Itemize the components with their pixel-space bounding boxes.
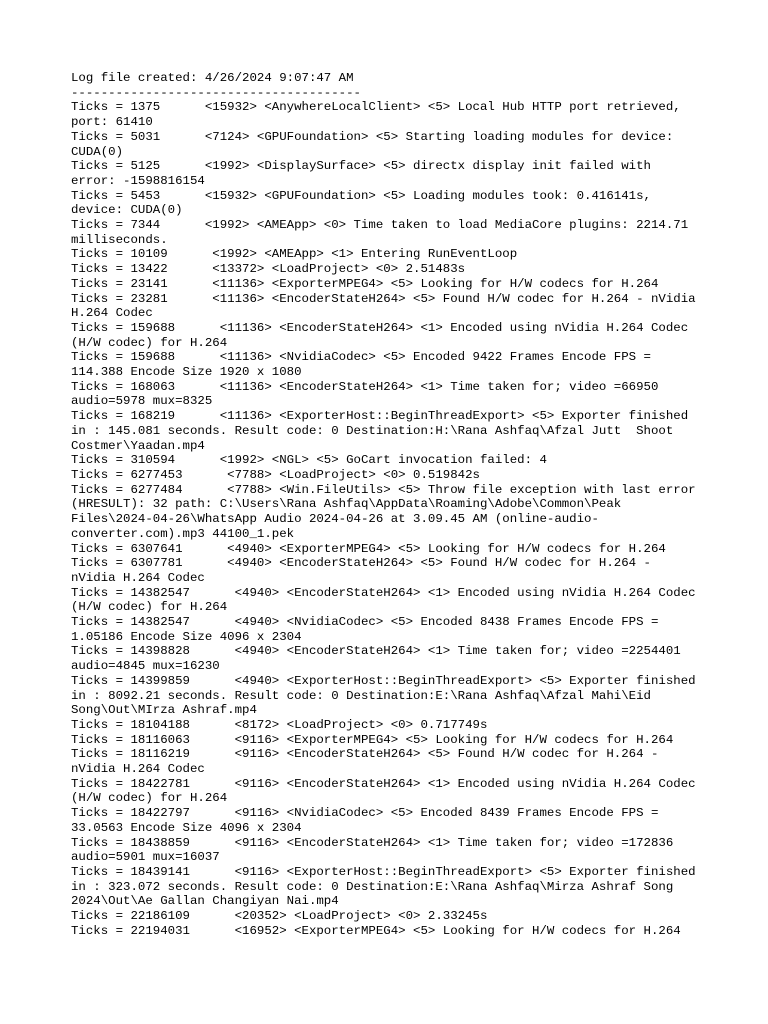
log-entry: Ticks = 168063 <11136> <EncoderStateH264> <1> Time taken for; video =66950 audio=5978 mux=8325 xyxy=(71,379,666,409)
log-entry: Ticks = 22186109 <20352> <LoadProject> <0> 2.33245s xyxy=(71,909,488,924)
log-entry: Ticks = 5453 <15932> <GPUFoundation> <5> Loading modules took: 0.416141s, device: CUDA(0) xyxy=(71,188,659,218)
log-entry: Ticks = 18422781 <9116> <EncoderStateH264> <1> Encoded using nVidia H.264 Codec (H/W codec) for H.264 xyxy=(71,776,704,806)
log-entry: Ticks = 14382547 <4940> <NvidiaCodec> <5> Encoded 8438 Frames Encode FPS = 1.05186 Encode Size 4096 x 2304 xyxy=(71,615,666,644)
log-entry: Ticks = 159688 <11136> <NvidiaCodec> <5> Encoded 9422 Frames Encode FPS = 114.388 Encode Size 1920 x 1080 xyxy=(71,350,659,380)
log-document xyxy=(71,71,704,938)
log-entry: Ticks = 1375 <15932> <AnywhereLocalClient> <5> Local Hub HTTP port retrieved, port: 61410 xyxy=(71,100,689,130)
log-entry: Ticks = 18116219 <9116> <EncoderStateH264> <5> Found H/W codec for H.264 - nVidia H.264 Codec xyxy=(71,747,666,777)
log-entry: Ticks = 18422797 <9116> <NvidiaCodec> <5> Encoded 8439 Frames Encode FPS = 33.0563 Encode Size 4096 x 2304 xyxy=(71,806,666,835)
log-entry: Ticks = 14382547 <4940> <EncoderStateH264> <1> Encoded using nVidia H.264 Codec (H/W codec) for H.264 xyxy=(71,585,704,615)
log-entry: Ticks = 23141 <11136> <ExporterMPEG4> <5> Looking for H/W codecs for H.264 xyxy=(71,276,659,291)
log-entry: Ticks = 6307781 <4940> <EncoderStateH264> <5> Found H/W codec for H.264 - nVidia H.264 Codec xyxy=(71,556,659,585)
log-header-separator: --------------------------------------- xyxy=(71,85,361,100)
log-entry: Ticks = 18439141 <9116> <ExporterHost::BeginThreadExport> <5> Exporter finished in : 323.072 seconds. Result code: 0 Destination:E:\Rana Ashfaq\Mirza Ashraf Song 2024\Out\Ae Gallan Changiyan Nai.mp4 xyxy=(71,864,704,909)
log-entry: Ticks = 23281 <11136> <EncoderStateH264> <5> Found H/W codec for H.264 - nVidia H.264 Codec xyxy=(71,291,704,321)
log-entry: Ticks = 14399859 <4940> <ExporterHost::BeginThreadExport> <5> Exporter finished in : 8092.21 seconds. Result code: 0 Destination:E:\Rana Ashfaq\Afzal Mahi\Eid Song\Out\MIrza Ashraf.mp4 xyxy=(71,673,704,718)
log-entry: Ticks = 7344 <1992> <AMEApp> <0> Time taken to load MediaCore plugins: 2214.71 milliseconds. xyxy=(71,218,696,247)
log-entry: Ticks = 159688 <11136> <EncoderStateH264> <1> Encoded using nVidia H.264 Codec (H/W codec) for H.264 xyxy=(71,320,696,350)
log-header-created: Log file created: 4/26/2024 9:07:47 AM xyxy=(71,71,354,85)
log-entry: Ticks = 14398828 <4940> <EncoderStateH264> <1> Time taken for; video =2254401 audio=4845 mux=16230 xyxy=(71,644,689,674)
log-entry: Ticks = 6277484 <7788> <Win.FileUtils> <5> Throw file exception with last error (HRESULT): 32 path: C:\Users\Rana Ashfaq\AppData\Roaming\Adobe\Common\Peak Files\2024-04-26\WhatsApp Audio 2024-04-26 at 3.09.45 AM (online-audio-converter.com).mp3 44100_1.pek xyxy=(71,482,704,541)
log-entry: Ticks = 5031 <7124> <GPUFoundation> <5> Starting loading modules for device: CUDA(0) xyxy=(71,129,681,159)
log-entry: Ticks = 5125 <1992> <DisplaySurface> <5> directx display init failed with error: -1598816154 xyxy=(71,159,659,188)
log-entry: Ticks = 6277453 <7788> <LoadProject> <0> 0.519842s xyxy=(71,467,480,482)
log-entry: Ticks = 168219 <11136> <ExporterHost::BeginThreadExport> <5> Exporter finished in : 145.081 seconds. Result code: 0 Destination:H:\Rana Ashfaq\Afzal Jutt Shoot Costmer\Yaadan.mp4 xyxy=(71,409,696,453)
log-entry: Ticks = 18104188 <8172> <LoadProject> <0> 0.717749s xyxy=(71,717,488,732)
log-entry: Ticks = 22194031 <16952> <ExporterMPEG4> <5> Looking for H/W codecs for H.264 xyxy=(71,923,681,938)
log-entry: Ticks = 10109 <1992> <AMEApp> <1> Entering RunEventLoop xyxy=(71,247,518,262)
log-entry: Ticks = 18438859 <9116> <EncoderStateH264> <1> Time taken for; video =172836 audio=5901 mux=16037 xyxy=(71,835,681,865)
log-entry: Ticks = 310594 <1992> <NGL> <5> GoCart invocation failed: 4 xyxy=(71,453,547,468)
log-entry: Ticks = 13422 <13372> <LoadProject> <0> 2.51483s xyxy=(71,262,466,277)
log-entry: Ticks = 18116063 <9116> <ExporterMPEG4> <5> Looking for H/W codecs for H.264 xyxy=(71,732,674,747)
log-entry: Ticks = 6307641 <4940> <ExporterMPEG4> <5> Looking for H/W codecs for H.264 xyxy=(71,541,666,556)
